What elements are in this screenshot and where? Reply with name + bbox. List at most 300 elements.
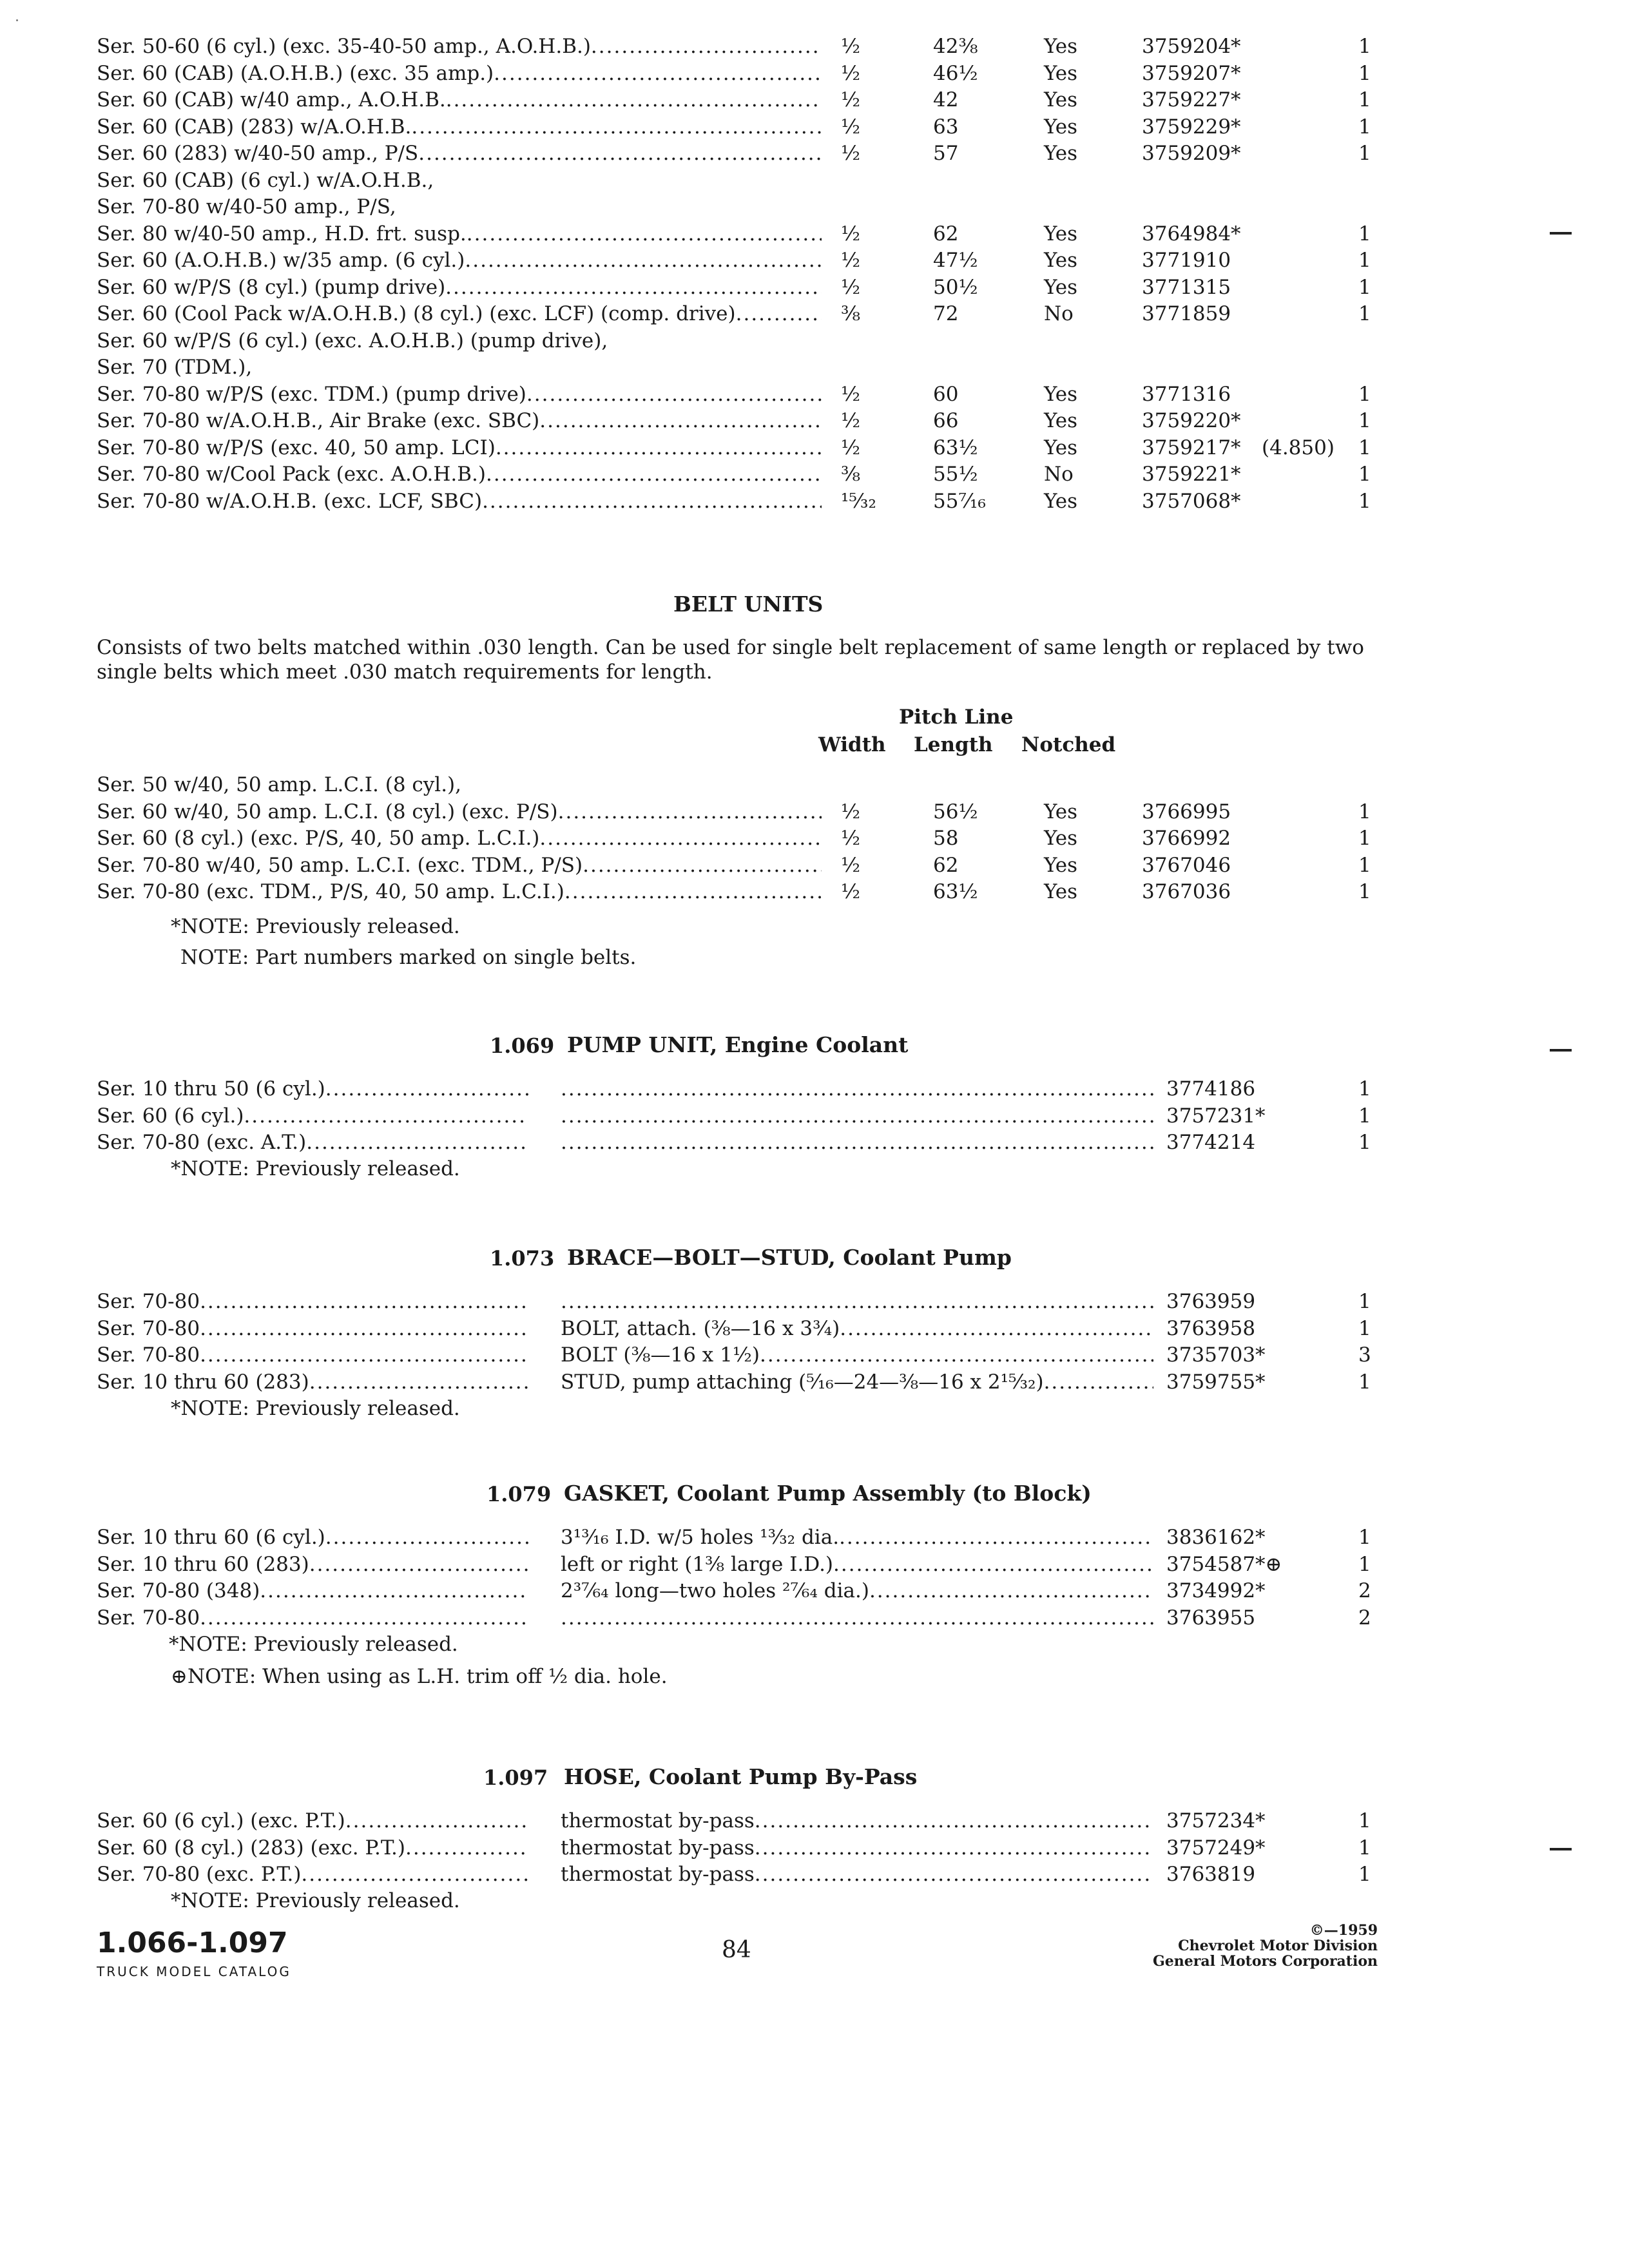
table-row bbox=[97, 1578, 1418, 1605]
length-value: 50½ bbox=[933, 275, 978, 299]
description-text: Ser. 70-80 (exc. A.T.) bbox=[97, 1131, 307, 1154]
leader-dots bbox=[260, 1578, 528, 1605]
leader-dots bbox=[561, 1605, 1153, 1632]
quantity: 1 bbox=[1358, 409, 1371, 432]
table-row bbox=[97, 852, 1418, 879]
leader-dots bbox=[760, 1342, 1153, 1369]
hose-note: *NOTE: Previously released. bbox=[171, 1889, 460, 1912]
quantity: 1 bbox=[1358, 1104, 1371, 1128]
table-row bbox=[97, 1808, 1418, 1835]
table-row bbox=[97, 879, 1418, 906]
part-number: 3757249* bbox=[1166, 1836, 1266, 1860]
leader-dots bbox=[561, 1103, 1153, 1130]
quantity: 1 bbox=[1358, 853, 1371, 877]
inline-note: (4.850) bbox=[1262, 436, 1335, 459]
quantity: 1 bbox=[1358, 1809, 1371, 1832]
description-text: Ser. 60 w/P/S (8 cyl.) (pump drive) bbox=[97, 275, 446, 299]
notched-value: Yes bbox=[1044, 249, 1078, 272]
gasket-number: 1.079 bbox=[487, 1482, 552, 1506]
footer-division: Chevrolet Motor Division bbox=[1178, 1937, 1378, 1954]
row-description bbox=[97, 1369, 528, 1396]
description-text: Ser. 70-80 (exc. P.T.) bbox=[97, 1863, 302, 1886]
table-row bbox=[97, 354, 1418, 381]
description-text: Ser. 70-80 (exc. TDM., P/S, 40, 50 amp. L.C.I.) bbox=[97, 880, 564, 903]
quantity: 2 bbox=[1358, 1606, 1371, 1629]
length-value: 55½ bbox=[933, 463, 978, 486]
part-number: 3763958 bbox=[1166, 1316, 1256, 1340]
row-description bbox=[97, 381, 822, 408]
part-number: 3771859 bbox=[1142, 302, 1231, 325]
description-text: Ser. 70-80 bbox=[97, 1606, 200, 1629]
part-number: 3836162* bbox=[1166, 1526, 1266, 1549]
table-row bbox=[97, 772, 1418, 799]
part-number: 3771910 bbox=[1142, 249, 1231, 272]
width-value: ½ bbox=[841, 115, 861, 139]
table-row bbox=[97, 114, 1418, 141]
part-number: 3759209* bbox=[1142, 142, 1241, 165]
quantity: 1 bbox=[1358, 436, 1371, 459]
width-value: ½ bbox=[841, 275, 861, 299]
footer-catalog-name: TRUCK MODEL CATALOG bbox=[97, 1964, 291, 1979]
description-text: Ser. 10 thru 60 (6 cyl.) bbox=[97, 1526, 325, 1549]
length-value: 60 bbox=[933, 382, 959, 406]
row-description bbox=[97, 221, 822, 248]
row-description bbox=[97, 1103, 528, 1130]
table-row bbox=[97, 1076, 1418, 1103]
description-text: Ser. 60 (CAB) (6 cyl.) w/A.O.H.B., bbox=[97, 168, 434, 192]
leader-dots bbox=[486, 461, 822, 488]
leader-dots bbox=[325, 1076, 528, 1103]
description-text: Ser. 50 w/40, 50 amp. L.C.I. (8 cyl.), bbox=[97, 773, 461, 796]
description-text: Ser. 60 (CAB) (283) w/A.O.H.B. bbox=[97, 115, 412, 139]
length-value: 57 bbox=[933, 142, 959, 165]
detail-text: 3¹³⁄₁₆ I.D. w/5 holes ¹³⁄₃₂ dia. bbox=[561, 1526, 840, 1549]
part-number: 3759204* bbox=[1142, 35, 1241, 58]
leader-dots bbox=[591, 34, 822, 61]
notched-value: Yes bbox=[1044, 800, 1078, 823]
width-value: ½ bbox=[841, 800, 861, 823]
table-row bbox=[97, 221, 1418, 248]
hose-title: HOSE, Coolant Pump By-Pass bbox=[564, 1764, 918, 1789]
table-row bbox=[97, 1552, 1418, 1579]
part-number: 3774214 bbox=[1166, 1131, 1256, 1154]
detail-text: BOLT (⅜—16 x 1½) bbox=[561, 1343, 760, 1367]
footer-publisher bbox=[1153, 1923, 1378, 1969]
leader-dots bbox=[200, 1316, 528, 1343]
leader-dots bbox=[325, 1524, 528, 1552]
table-row bbox=[97, 247, 1418, 274]
belt-units-note-2: NOTE: Part numbers marked on single belts. bbox=[180, 946, 637, 969]
description-text: Ser. 60 (6 cyl.) (exc. P.T.) bbox=[97, 1809, 345, 1832]
table-row bbox=[97, 461, 1418, 488]
leader-dots bbox=[405, 1835, 528, 1862]
width-value: ½ bbox=[841, 61, 861, 85]
length-value: 62 bbox=[933, 853, 959, 877]
leader-dots bbox=[755, 1835, 1153, 1862]
length-value: 72 bbox=[933, 302, 959, 325]
row-detail bbox=[561, 1342, 1153, 1369]
table-row bbox=[97, 1129, 1418, 1157]
footer-corporation: General Motors Corporation bbox=[1152, 1953, 1378, 1970]
part-number: 3734992* bbox=[1166, 1579, 1266, 1602]
row-description bbox=[97, 1316, 528, 1343]
part-number: 3763819 bbox=[1166, 1863, 1256, 1886]
quantity: 1 bbox=[1358, 1552, 1371, 1576]
description-text: Ser. 60 (8 cyl.) (exc. P/S, 40, 50 amp. L.C.I.) bbox=[97, 827, 540, 850]
part-number: 3771316 bbox=[1142, 382, 1231, 406]
table-row bbox=[97, 435, 1418, 462]
row-description bbox=[97, 799, 822, 826]
width-value: ½ bbox=[841, 409, 861, 432]
leader-dots bbox=[755, 1861, 1153, 1888]
quantity: 1 bbox=[1358, 1290, 1371, 1313]
table-row bbox=[97, 1861, 1418, 1888]
leader-dots bbox=[411, 114, 822, 141]
row-description bbox=[97, 461, 822, 488]
row-description bbox=[97, 1578, 528, 1605]
detail-text: thermostat by-pass bbox=[561, 1809, 755, 1832]
leader-dots bbox=[482, 488, 822, 515]
leader-dots bbox=[736, 301, 822, 328]
leader-dots bbox=[309, 1552, 528, 1579]
row-detail bbox=[561, 1808, 1153, 1835]
detail-text: thermostat by-pass bbox=[561, 1863, 755, 1886]
quantity: 1 bbox=[1358, 1077, 1371, 1100]
row-detail bbox=[561, 1524, 1153, 1552]
leader-dots bbox=[200, 1605, 528, 1632]
notched-value: Yes bbox=[1044, 115, 1078, 139]
gasket-note-2: ⊕NOTE: When using as L.H. trim off ½ dia. hole. bbox=[171, 1665, 668, 1688]
description-text: Ser. 60 (Cool Pack w/A.O.H.B.) (8 cyl.) (exc. LCF) (comp. drive) bbox=[97, 302, 736, 325]
row-detail bbox=[561, 1835, 1153, 1862]
width-value: ¹⁵⁄₃₂ bbox=[841, 489, 876, 513]
belt-units-title: BELT UNITS bbox=[673, 591, 824, 617]
table-row bbox=[97, 1605, 1418, 1632]
belt-units-table bbox=[97, 772, 1418, 906]
row-description bbox=[97, 1289, 528, 1316]
leader-dots bbox=[839, 1524, 1153, 1552]
row-description bbox=[97, 1342, 528, 1369]
leader-dots bbox=[755, 1808, 1153, 1835]
table-row bbox=[97, 328, 1418, 355]
length-value: 46½ bbox=[933, 61, 978, 85]
description-text: Ser. 70-80 w/Cool Pack (exc. A.O.H.B.) bbox=[97, 463, 486, 486]
gasket-table bbox=[97, 1524, 1418, 1631]
table-row bbox=[97, 34, 1418, 61]
part-number: 3763955 bbox=[1166, 1606, 1256, 1629]
length-value: 42⅜ bbox=[933, 35, 978, 58]
leader-dots bbox=[840, 1316, 1153, 1343]
length-value: 42 bbox=[933, 88, 959, 111]
part-number: 3763959 bbox=[1166, 1290, 1256, 1313]
footer-section-range: 1.066-1.097 bbox=[97, 1927, 288, 1959]
table-row bbox=[97, 1289, 1418, 1316]
quantity: 1 bbox=[1358, 382, 1371, 406]
description-text: Ser. 70-80 w/A.O.H.B. (exc. LCF, SBC) bbox=[97, 489, 483, 513]
leader-dots bbox=[446, 87, 822, 114]
description-text: Ser. 60 (6 cyl.) bbox=[97, 1104, 244, 1128]
table-row bbox=[97, 799, 1418, 826]
leader-dots bbox=[564, 879, 822, 906]
width-value: ½ bbox=[841, 142, 861, 165]
width-value: ½ bbox=[841, 249, 861, 272]
description-text: Ser. 70-80 w/40, 50 amp. L.C.I. (exc. TDM., P/S) bbox=[97, 853, 583, 877]
notched-value: Yes bbox=[1044, 88, 1078, 111]
length-value: 58 bbox=[933, 827, 959, 850]
length-value: 56½ bbox=[933, 800, 978, 823]
table-row bbox=[97, 488, 1418, 515]
detail-text: 2³⁷⁄₆₄ long—two holes ²⁷⁄₆₄ dia.) bbox=[561, 1579, 869, 1602]
table-row bbox=[97, 408, 1418, 435]
brace-table bbox=[97, 1289, 1418, 1396]
margin-tick bbox=[1550, 1049, 1572, 1052]
quantity: 1 bbox=[1358, 1370, 1371, 1394]
description-text: Ser. 60 (8 cyl.) (283) (exc. P.T.) bbox=[97, 1836, 405, 1860]
description-text: Ser. 70-80 bbox=[97, 1290, 200, 1313]
table-row bbox=[97, 381, 1418, 408]
quantity: 1 bbox=[1358, 1131, 1371, 1154]
notched-value: No bbox=[1044, 302, 1074, 325]
leader-dots bbox=[301, 1861, 528, 1888]
width-value: ½ bbox=[841, 827, 861, 850]
table-row bbox=[97, 168, 1418, 195]
quantity: 3 bbox=[1358, 1343, 1371, 1367]
quantity: 1 bbox=[1358, 115, 1371, 139]
description-text: Ser. 60 w/P/S (6 cyl.) (exc. A.O.H.B.) (pump drive), bbox=[97, 329, 608, 352]
page-number: 84 bbox=[722, 1937, 751, 1963]
table-row bbox=[97, 1342, 1418, 1369]
width-header: Width bbox=[818, 733, 886, 756]
notched-value: No bbox=[1044, 463, 1074, 486]
description-text: Ser. 60 w/40, 50 amp. L.C.I. (8 cyl.) (exc. P/S) bbox=[97, 800, 558, 823]
notched-value: Yes bbox=[1044, 489, 1078, 513]
notched-value: Yes bbox=[1044, 382, 1078, 406]
pump-unit-number: 1.069 bbox=[490, 1033, 555, 1058]
row-description bbox=[97, 879, 822, 906]
notched-value: Yes bbox=[1044, 827, 1078, 850]
leader-dots bbox=[445, 274, 822, 302]
quantity: 1 bbox=[1358, 142, 1371, 165]
length-value: 66 bbox=[933, 409, 959, 432]
table-row bbox=[97, 1369, 1418, 1396]
row-detail bbox=[561, 1316, 1153, 1343]
description-text: Ser. 70-80 bbox=[97, 1316, 200, 1340]
quantity: 1 bbox=[1358, 61, 1371, 85]
width-value: ⅜ bbox=[841, 463, 861, 486]
row-description bbox=[97, 301, 822, 328]
row-description bbox=[97, 1552, 528, 1579]
part-number: 3759229* bbox=[1142, 115, 1241, 139]
hose-table bbox=[97, 1808, 1418, 1888]
quantity: 1 bbox=[1358, 827, 1371, 850]
footer-copyright: ©—1959 bbox=[1309, 1922, 1378, 1939]
notched-value: Yes bbox=[1044, 880, 1078, 903]
width-value: ½ bbox=[841, 88, 861, 111]
leader-dots bbox=[1044, 1369, 1153, 1396]
detail-text: BOLT, attach. (⅜—16 x 3¾) bbox=[561, 1316, 840, 1340]
row-description bbox=[97, 1524, 528, 1552]
row-description bbox=[97, 61, 822, 88]
table-row bbox=[97, 825, 1418, 852]
notched-header: Notched bbox=[1021, 733, 1116, 756]
margin-tick bbox=[1550, 1848, 1572, 1850]
gasket-title: GASKET, Coolant Pump Assembly (to Block) bbox=[564, 1481, 1092, 1506]
leader-dots bbox=[558, 799, 822, 826]
row-detail bbox=[561, 1861, 1153, 1888]
description-text: Ser. 70-80 (348) bbox=[97, 1579, 260, 1602]
width-value: ½ bbox=[841, 35, 861, 58]
detail-text: thermostat by-pass bbox=[561, 1836, 755, 1860]
part-number: 3759221* bbox=[1142, 463, 1241, 486]
length-value: 63½ bbox=[933, 880, 978, 903]
leader-dots bbox=[200, 1289, 528, 1316]
pump-unit-note: *NOTE: Previously released. bbox=[171, 1157, 460, 1180]
row-description bbox=[97, 247, 822, 274]
description-text: Ser. 70-80 bbox=[97, 1343, 200, 1367]
gasket-note-1: *NOTE: Previously released. bbox=[169, 1633, 458, 1656]
description-text: Ser. 10 thru 60 (283) bbox=[97, 1370, 309, 1394]
width-value: ½ bbox=[841, 853, 861, 877]
row-description bbox=[97, 825, 822, 852]
pump-unit-title: PUMP UNIT, Engine Coolant bbox=[567, 1032, 909, 1057]
part-number: 3759755* bbox=[1166, 1370, 1266, 1394]
row-description bbox=[97, 354, 822, 381]
detail-text: STUD, pump attaching (⁵⁄₁₆—24—⅜—16 x 2¹⁵⁄₃₂) bbox=[561, 1370, 1044, 1394]
table-row bbox=[97, 1316, 1418, 1343]
row-description bbox=[97, 328, 822, 355]
leader-dots bbox=[309, 1369, 528, 1396]
description-text: Ser. 60 (283) w/40-50 amp., P/S bbox=[97, 142, 419, 165]
leader-dots bbox=[465, 247, 822, 274]
leader-dots bbox=[494, 61, 822, 88]
row-description bbox=[97, 435, 822, 462]
row-description bbox=[97, 1861, 528, 1888]
row-detail bbox=[561, 1605, 1153, 1632]
description-text: Ser. 70-80 w/P/S (exc. 40, 50 amp. LCI) bbox=[97, 436, 496, 459]
part-number: 3774186 bbox=[1166, 1077, 1256, 1100]
quantity: 1 bbox=[1358, 880, 1371, 903]
description-text: Ser. 80 w/40-50 amp., H.D. frt. susp. bbox=[97, 222, 467, 245]
table-row bbox=[97, 1835, 1418, 1862]
row-description bbox=[97, 274, 822, 302]
length-value: 63½ bbox=[933, 436, 978, 459]
quantity: 1 bbox=[1358, 1836, 1371, 1860]
table-row bbox=[97, 274, 1418, 302]
hose-number: 1.097 bbox=[483, 1765, 548, 1790]
leader-dots bbox=[496, 435, 822, 462]
detail-text: left or right (1⅜ large I.D.) bbox=[561, 1552, 834, 1576]
description-text: Ser. 10 thru 50 (6 cyl.) bbox=[97, 1077, 325, 1100]
part-number: 3767046 bbox=[1142, 853, 1231, 877]
table-row bbox=[97, 140, 1418, 168]
quantity: 1 bbox=[1358, 489, 1371, 513]
leader-dots bbox=[561, 1129, 1153, 1157]
part-number: 3759220* bbox=[1142, 409, 1241, 432]
width-value: ⅜ bbox=[841, 302, 861, 325]
table-row bbox=[97, 301, 1418, 328]
description-text: Ser. 60 (A.O.H.B.) w/35 amp. (6 cyl.) bbox=[97, 249, 465, 272]
row-description bbox=[97, 1808, 528, 1835]
part-number: 3766992 bbox=[1142, 827, 1231, 850]
table-row bbox=[97, 61, 1418, 88]
leader-dots bbox=[200, 1342, 528, 1369]
row-description bbox=[97, 87, 822, 114]
length-value: 55⁷⁄₁₆ bbox=[933, 489, 986, 513]
quantity: 1 bbox=[1358, 463, 1371, 486]
description-text: Ser. 60 (CAB) (A.O.H.B.) (exc. 35 amp.) bbox=[97, 61, 494, 85]
quantity: 1 bbox=[1358, 88, 1371, 111]
notched-value: Yes bbox=[1044, 853, 1078, 877]
leader-dots bbox=[539, 408, 822, 435]
description-text: Ser. 70-80 w/P/S (exc. TDM.) (pump drive) bbox=[97, 382, 526, 406]
quantity: 1 bbox=[1358, 35, 1371, 58]
length-value: 62 bbox=[933, 222, 959, 245]
brace-note: *NOTE: Previously released. bbox=[171, 1397, 460, 1420]
leader-dots bbox=[833, 1552, 1153, 1579]
row-description bbox=[97, 114, 822, 141]
length-value: 63 bbox=[933, 115, 959, 139]
leader-dots bbox=[583, 852, 822, 879]
part-number: 3766995 bbox=[1142, 800, 1231, 823]
quantity: 2 bbox=[1358, 1579, 1371, 1602]
pump-unit-table bbox=[97, 1076, 1418, 1157]
row-description bbox=[97, 1129, 528, 1157]
row-description bbox=[97, 488, 822, 515]
row-detail bbox=[561, 1289, 1153, 1316]
leader-dots bbox=[561, 1076, 1153, 1103]
table-row bbox=[97, 194, 1418, 221]
quantity: 1 bbox=[1358, 249, 1371, 272]
notched-value: Yes bbox=[1044, 409, 1078, 432]
row-detail bbox=[561, 1578, 1153, 1605]
row-description bbox=[97, 1835, 528, 1862]
description-text: Ser. 60 (CAB) w/40 amp., A.O.H.B. bbox=[97, 88, 446, 111]
notched-value: Yes bbox=[1044, 275, 1078, 299]
part-number: 3759217* bbox=[1142, 436, 1241, 459]
row-detail bbox=[561, 1129, 1153, 1157]
part-number: 3754587*⊕ bbox=[1166, 1552, 1282, 1576]
description-text: Ser. 70-80 w/A.O.H.B., Air Brake (exc. SBC) bbox=[97, 409, 540, 432]
part-number: 3767036 bbox=[1142, 880, 1231, 903]
leader-dots bbox=[526, 381, 822, 408]
row-description bbox=[97, 194, 822, 221]
notched-value: Yes bbox=[1044, 436, 1078, 459]
leader-dots bbox=[561, 1289, 1153, 1316]
row-description bbox=[97, 1076, 528, 1103]
quantity: 1 bbox=[1358, 1526, 1371, 1549]
row-description bbox=[97, 140, 822, 168]
part-number: 3764984* bbox=[1142, 222, 1241, 245]
brace-title: BRACE—BOLT—STUD, Coolant Pump bbox=[567, 1245, 1012, 1270]
leader-dots bbox=[467, 221, 822, 248]
quantity: 1 bbox=[1358, 800, 1371, 823]
row-detail bbox=[561, 1103, 1153, 1130]
row-description bbox=[97, 852, 822, 879]
width-value: ½ bbox=[841, 436, 861, 459]
quantity: 1 bbox=[1358, 222, 1371, 245]
part-number: 3757231* bbox=[1166, 1104, 1266, 1128]
row-detail bbox=[561, 1552, 1153, 1579]
row-description bbox=[97, 168, 822, 195]
quantity: 1 bbox=[1358, 1316, 1371, 1340]
length-value: 47½ bbox=[933, 249, 978, 272]
margin-tick bbox=[1550, 232, 1572, 235]
table-row bbox=[97, 1524, 1418, 1552]
leader-dots bbox=[418, 140, 822, 168]
quantity: 1 bbox=[1358, 1863, 1371, 1886]
scan-speck bbox=[16, 19, 18, 21]
row-description bbox=[97, 34, 822, 61]
